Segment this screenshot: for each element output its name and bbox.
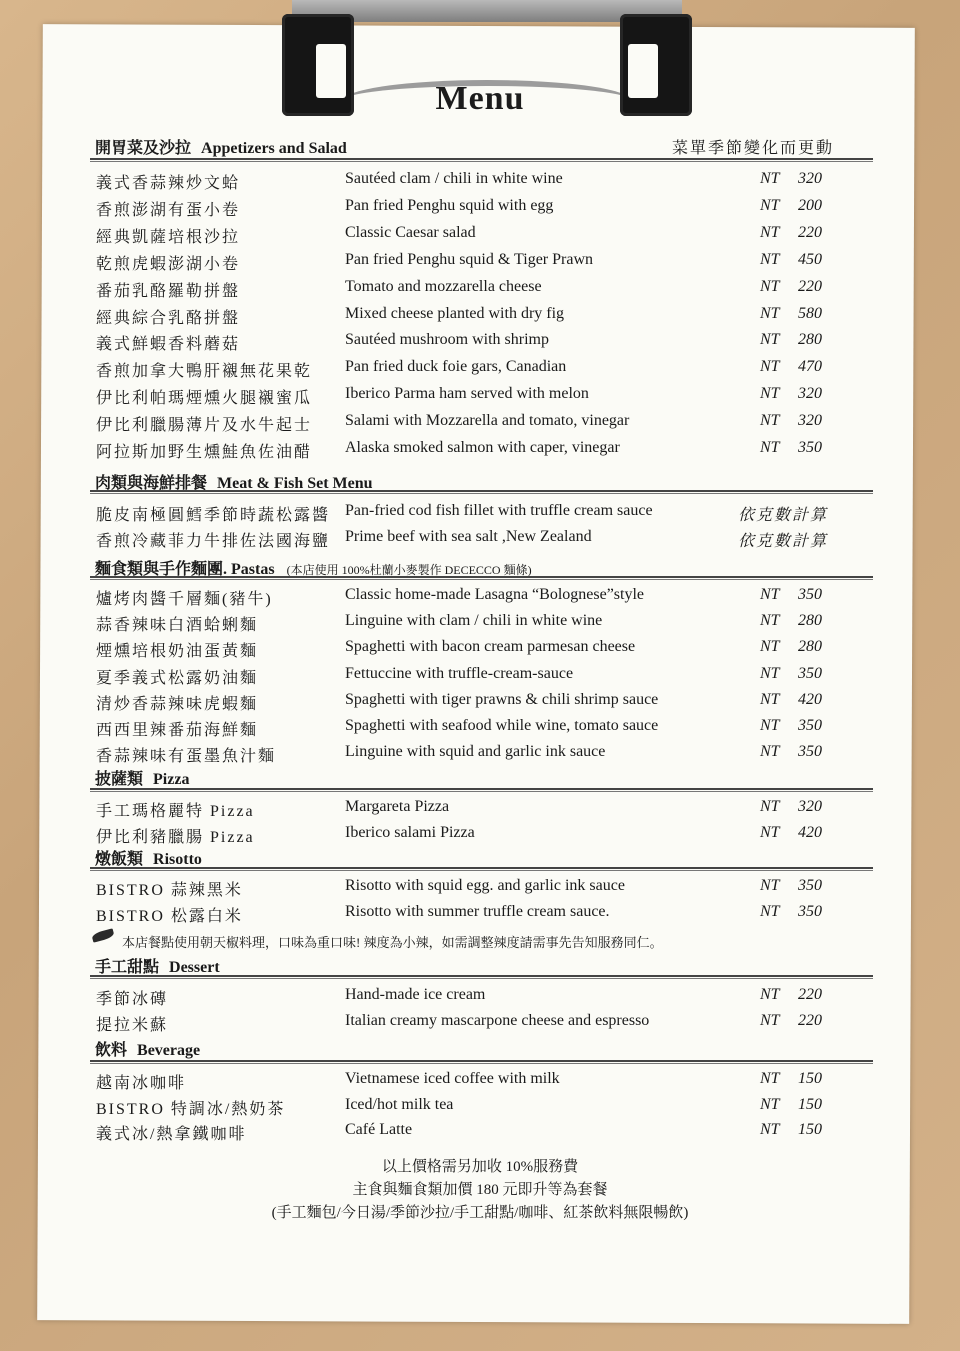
item-name-en: Risotto with squid egg. and garlic ink sauce (345, 877, 625, 894)
item-currency: NT (760, 170, 780, 187)
item-currency: NT (760, 586, 780, 603)
item-price: 350 (798, 877, 822, 894)
item-price: 350 (798, 743, 822, 761)
item-currency: NT (760, 612, 780, 630)
item-price: 320 (798, 170, 822, 187)
menu-item (0, 638, 960, 664)
item-name-en: Linguine with squid and garlic ink sauce (345, 743, 606, 761)
item-price: 150 (798, 1121, 822, 1138)
item-name-zh: BISTRO 松露白米 (96, 908, 243, 925)
item-name-zh: 經典凱薩培根沙拉 (96, 228, 241, 246)
menu-item (0, 278, 960, 304)
item-currency: NT (760, 690, 780, 708)
spicy-note: 本店餐點使用朝天椒料理，口味為重口味! 辣度為小辣，如需調整辣度請需事先告知服務同仁。 (122, 935, 663, 950)
menu-item (0, 986, 960, 1012)
item-price: 420 (798, 824, 822, 841)
item-name-en: Vietnamese iced coffee with milk (345, 1070, 560, 1087)
section-header-appetizers: 開胃菜及沙拉 Appetizers and Salad (95, 140, 347, 157)
menu-item (0, 439, 960, 465)
item-name-en: Pan fried Penghu squid with egg (345, 196, 554, 214)
section-divider (90, 975, 873, 979)
item-currency: NT (760, 717, 780, 734)
item-currency: NT (760, 1121, 780, 1138)
item-name-zh: BISTRO 蒜辣黑米 (96, 882, 243, 899)
item-name-en: Iced/hot milk tea (345, 1095, 454, 1113)
section-header-risotto: 燉飯類 Risotto (95, 851, 202, 868)
item-name-en: Spaghetti with tiger prawns & chili shrimp sauce (345, 690, 659, 708)
item-currency: NT (760, 664, 780, 682)
item-currency: NT (760, 903, 780, 920)
menu-item (0, 1121, 960, 1147)
item-currency: NT (760, 304, 780, 322)
item-currency: NT (760, 358, 780, 376)
item-name-zh: 伊比利臘腸薄片及水牛起士 (96, 417, 313, 435)
item-currency: NT (760, 1012, 780, 1029)
item-price: 150 (798, 1070, 822, 1087)
menu-item (0, 528, 960, 554)
item-name-zh: 西西里辣番茄海鮮麵 (96, 722, 259, 739)
menu-item (0, 665, 960, 691)
item-price: 320 (798, 385, 822, 403)
item-name-en: Linguine with clam / chili in white wine (345, 612, 603, 630)
item-name-zh: 煙燻培根奶油蛋黃麵 (96, 643, 259, 661)
item-currency: NT (760, 1095, 780, 1113)
item-currency: NT (760, 412, 780, 430)
item-currency: NT (760, 223, 780, 241)
item-price: 200 (798, 196, 822, 214)
menu-item (0, 612, 960, 638)
menu-item (0, 331, 960, 357)
item-name-en: Fettuccine with truffle-cream-sauce (345, 664, 574, 682)
item-name-en: Sautéed mushroom with shrimp (345, 331, 549, 349)
item-price: 280 (798, 331, 822, 349)
item-price: 350 (798, 717, 822, 734)
item-price-note: 依克數計算 (738, 507, 829, 524)
menu-item (0, 903, 960, 929)
section-divider (90, 788, 873, 792)
item-currency: NT (760, 986, 780, 1003)
item-currency: NT (760, 743, 780, 761)
menu-item (0, 224, 960, 250)
item-price: 280 (798, 612, 822, 630)
item-price-note: 依克數計算 (738, 533, 829, 550)
item-price: 220 (798, 986, 822, 1003)
item-price: 220 (798, 223, 822, 241)
footer-set-contents: (手工麵包/今日湯/季節沙拉/手工甜點/咖啡、紅茶飲料無限暢飲) (271, 1205, 689, 1221)
item-name-zh: 經典綜合乳酪拼盤 (96, 309, 241, 327)
item-currency: NT (760, 196, 780, 214)
item-name-en: Italian creamy mascarpone cheese and espresso (345, 1012, 650, 1029)
menu-item (0, 691, 960, 717)
item-name-zh: 義式鮮蝦香料蘑菇 (96, 336, 241, 354)
section-header-meat: 肉類與海鮮排餐 Meat & Fish Set Menu (95, 475, 373, 492)
menu-item (0, 877, 960, 903)
item-name-zh: 番茄乳酪羅勒拼盤 (96, 282, 241, 300)
item-currency: NT (760, 824, 780, 841)
item-currency: NT (760, 638, 780, 656)
item-name-en: Classic Caesar salad (345, 223, 476, 241)
menu-item (0, 502, 960, 528)
item-name-zh: 香煎冷藏菲力牛排佐法國海鹽 (96, 533, 331, 550)
section-divider (90, 490, 873, 494)
item-name-en: Margareta Pizza (345, 798, 450, 815)
season-note: 菜單季節變化而更動 (671, 140, 834, 157)
menu-item (0, 251, 960, 277)
menu-item (0, 412, 960, 438)
item-name-zh: 脆皮南極圓鱈季節時蔬松露醬 (96, 507, 331, 524)
menu-item (0, 1012, 960, 1038)
item-name-zh: 伊比利豬臘腸 Pizza (96, 829, 255, 846)
item-name-en: Pan fried duck foie gars, Canadian (345, 358, 567, 376)
menu-item (0, 197, 960, 223)
menu-item (0, 1096, 960, 1122)
item-price: 280 (798, 638, 822, 656)
item-currency: NT (760, 798, 780, 815)
item-name-zh: BISTRO 特調冰/熱奶茶 (96, 1100, 286, 1118)
menu-item (0, 305, 960, 331)
item-name-en: Pan-fried cod fish fillet with truffle cream sauce (345, 502, 653, 519)
item-price: 220 (798, 1012, 822, 1029)
item-price: 350 (798, 586, 822, 603)
menu-item (0, 170, 960, 196)
item-currency: NT (760, 277, 780, 295)
item-name-en: Mixed cheese planted with dry fig (345, 304, 565, 322)
item-name-en: Prime beef with sea salt ,New Zealand (345, 528, 592, 545)
item-name-zh: 越南冰咖啡 (96, 1075, 187, 1092)
section-divider (90, 867, 873, 871)
item-currency: NT (760, 1070, 780, 1087)
item-name-zh: 乾煎虎蝦澎湖小卷 (96, 255, 241, 273)
footer-service-charge: 以上價格需另加收 10%服務費 (381, 1159, 579, 1175)
item-name-en: Tomato and mozzarella cheese (345, 277, 542, 295)
item-price: 420 (798, 690, 822, 708)
item-name-zh: 義式冰/熱拿鐵咖啡 (96, 1126, 247, 1143)
section-header-dessert: 手工甜點 Dessert (95, 959, 220, 976)
item-name-zh: 香煎加拿大鴨肝襯無花果乾 (96, 363, 313, 381)
menu-item (0, 798, 960, 824)
section-divider (90, 576, 873, 580)
item-name-zh: 清炒香蒜辣味虎蝦麵 (96, 695, 259, 713)
item-name-en: Sautéed clam / chili in white wine (345, 170, 563, 187)
item-price: 350 (798, 903, 822, 920)
item-name-en: Iberico salami Pizza (345, 824, 475, 841)
item-price: 150 (798, 1095, 822, 1113)
item-price: 580 (798, 304, 822, 322)
item-price: 320 (798, 412, 822, 430)
item-name-zh: 伊比利帕瑪煙燻火腿襯蜜瓜 (96, 390, 313, 408)
item-name-en: Classic home-made Lasagna “Bolognese”style (345, 586, 645, 603)
item-name-en: Risotto with summer truffle cream sauce. (345, 903, 610, 920)
item-name-en: Hand-made ice cream (345, 986, 486, 1003)
menu-item (0, 717, 960, 743)
item-name-zh: 提拉米蘇 (96, 1017, 169, 1034)
item-price: 350 (798, 439, 822, 456)
item-currency: NT (760, 250, 780, 268)
item-name-en: Spaghetti with seafood while wine, tomato sauce (345, 717, 659, 734)
menu-item (0, 358, 960, 384)
item-name-zh: 季節冰磚 (96, 991, 169, 1008)
item-price: 450 (798, 250, 822, 268)
section-header-beverage: 飲料 Beverage (95, 1042, 201, 1059)
section-header-pastas: 麵食類與手作麵團. Pastas (本店使用 100%杜蘭小麥製作 DECECCO 麵條) (95, 561, 532, 578)
item-name-en: Alaska smoked salmon with caper, vinegar (345, 439, 620, 456)
footer-set-upgrade: 主食與麵食類加價 180 元即升等為套餐 (352, 1182, 608, 1198)
item-price: 320 (798, 798, 822, 815)
menu-item (0, 385, 960, 411)
section-divider (90, 1060, 873, 1064)
section-divider (90, 158, 873, 162)
item-price: 220 (798, 277, 822, 295)
menu-item (0, 586, 960, 612)
item-currency: NT (760, 439, 780, 456)
menu-item (0, 1070, 960, 1096)
item-name-zh: 阿拉斯加野生燻鮭魚佐油醋 (96, 444, 313, 461)
item-name-en: Salami with Mozzarella and tomato, vinegar (345, 412, 630, 430)
item-currency: NT (760, 385, 780, 403)
item-name-zh: 蒜香辣味白酒蛤蜊麵 (96, 617, 259, 635)
item-price: 470 (798, 358, 822, 376)
item-name-zh: 手工瑪格麗特 Pizza (96, 803, 255, 820)
item-name-en: Spaghetti with bacon cream parmesan cheese (345, 638, 636, 656)
item-price: 350 (798, 664, 822, 682)
item-name-en: Pan fried Penghu squid & Tiger Prawn (345, 250, 593, 268)
item-name-en: Iberico Parma ham served with melon (345, 385, 589, 403)
item-name-en: Café Latte (345, 1121, 413, 1138)
menu-title: Menu (435, 80, 525, 117)
item-name-zh: 義式香蒜辣炒文蛤 (96, 175, 241, 192)
item-currency: NT (760, 331, 780, 349)
item-name-zh: 爐烤肉醬千層麵(豬牛) (96, 591, 273, 608)
section-header-pizza: 披薩類 Pizza (95, 771, 190, 788)
item-name-zh: 夏季義式松露奶油麵 (96, 669, 259, 687)
item-name-zh: 香蒜辣味有蛋墨魚汁麵 (96, 748, 277, 766)
item-currency: NT (760, 877, 780, 894)
item-name-zh: 香煎澎湖有蛋小卷 (96, 201, 241, 219)
